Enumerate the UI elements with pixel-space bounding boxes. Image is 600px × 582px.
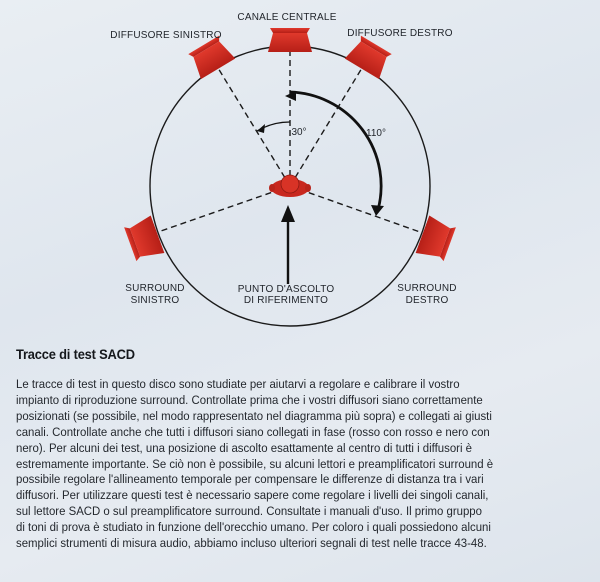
body-line: diffusori. Per utilizzare questi test è necessario sapere come regolare i livelli dei singoli canali,	[16, 488, 489, 503]
label-front-right: DIFFUSORE DESTRO	[347, 28, 453, 39]
speaker-center	[268, 28, 312, 52]
angle-label-110: 110°	[366, 128, 386, 139]
listener-head-icon	[269, 175, 311, 197]
body-line: semplici strumenti di misura audio, abbiamo incluso ulteriori segnali di test nelle tracce 43-48.	[16, 536, 487, 551]
speaker-front-right	[345, 35, 394, 80]
line-front-left	[218, 68, 290, 186]
label-surround-left-2: SINISTRO	[130, 295, 180, 306]
label-center: CANALE CENTRALE	[237, 12, 337, 23]
body-line: Le tracce di test in questo disco sono studiate per aiutarvi a regolare e calibrare il vostro	[16, 377, 460, 391]
label-surround-left-1: SURROUND	[125, 283, 185, 294]
body-line: sul lettore SACD o sul preamplificatore surround. Consultate i manuali d'uso. Il primo gruppo	[16, 504, 482, 519]
body-line: di toni di prova è studiato in funzione dell'orecchio umano. Per coloro i quali possiedono alcuni	[16, 520, 491, 535]
label-listening-1: PUNTO D'ASCOLTO	[237, 284, 335, 295]
angle-label-30: 30°	[291, 127, 307, 138]
body-line: canali. Controllate anche che tutti i diffusori siano collegati in fase (rosso con rosso e nero con	[16, 424, 490, 439]
arrowhead-110	[371, 205, 384, 216]
line-surround-right	[290, 186, 420, 232]
listener-arrow	[281, 205, 295, 284]
label-front-left: DIFFUSORE SINISTRO	[110, 30, 222, 41]
body-line: nero). Per alcuni dei test, una posizione di ascolto esattamente al centro di tutti i diffusori è	[16, 440, 473, 455]
line-surround-left	[158, 186, 290, 232]
section-body	[16, 377, 550, 552]
label-listening-2: DI RIFERIMENTO	[243, 295, 329, 306]
section-title: Tracce di test SACD	[16, 346, 135, 362]
body-line: estremamente importante. Se ciò non è possibile, su alcuni lettori e preamplificatori surround è	[16, 456, 494, 471]
speaker-front-left	[187, 35, 236, 80]
body-line: impianto di riproduzione surround. Controllate prima che i vostri diffusori siano correttamente	[16, 392, 483, 407]
speaker-surround-left	[123, 215, 164, 263]
speaker-surround-right	[416, 215, 457, 263]
label-surround-right-2: DESTRO	[405, 295, 449, 306]
label-surround-right-1: SURROUND	[397, 283, 457, 294]
body-line: posizionati (se possibile, nel modo rappresentato nel diagramma più sopra) e collegati ai giusti	[16, 408, 492, 423]
body-line: possibile regolare l'allineamento temporale per compensare le differenze di distanza tra i vari	[16, 472, 484, 487]
